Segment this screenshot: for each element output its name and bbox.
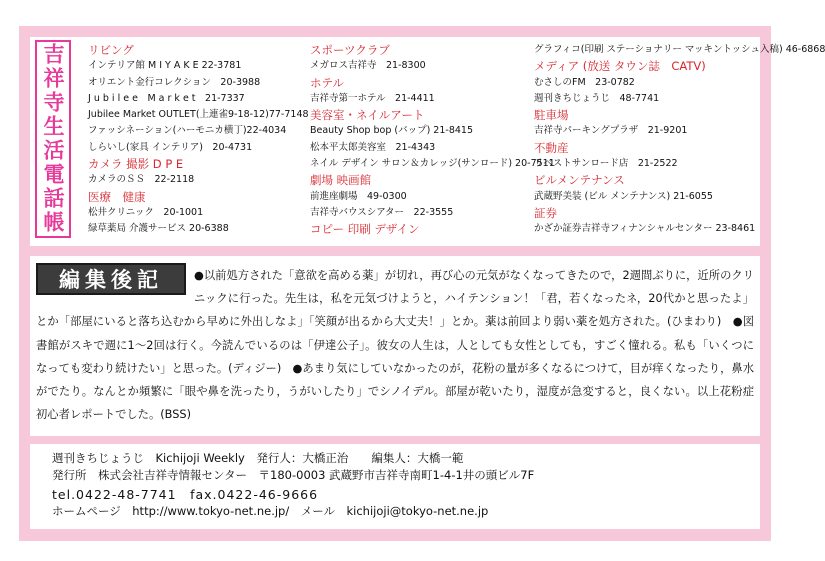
directory-entry: インテリア館 M I Y A K E 22-3781 (88, 60, 242, 72)
directory-entry: 吉祥寺第一ホテル 21-4411 (310, 92, 435, 104)
directory-title: 吉祥寺生活電話帳 (41, 43, 65, 235)
directory-title-box (35, 40, 71, 238)
directory-category: リビング (88, 43, 134, 57)
web-mail-line: ホームページ http://www.tokyo-net.ne.jp/ メール kichijoji@tokyo-net.ne.jp (52, 504, 489, 518)
directory-category: コピー 印刷 デザイン (310, 222, 420, 237)
directory-category: 駐車場 (534, 108, 569, 123)
directory-category: 美容室・ネイルアート (310, 108, 425, 123)
directory-entry: しらいし(家具 インテリア) 20-4731 (88, 141, 253, 153)
editor-notes-heading-box (36, 263, 186, 295)
directory-column-1 (88, 42, 309, 238)
directory-entry: J u b i l e e M a r k e t 21-7337 (88, 92, 245, 104)
directory-entry: メガロス吉祥寺 21-8300 (310, 60, 426, 72)
directory-entry: カメラのＳＳ 22-2118 (88, 174, 195, 186)
directory-entry: 緑草薬局 介護サービス 20-6388 (88, 223, 229, 235)
directory-column-3 (534, 42, 825, 238)
directory-category: ビルメンテナンス (534, 173, 625, 188)
directory-entry: ファッシネーション(ハーモニカ横丁)22-4034 (88, 125, 287, 137)
publisher-info-panel (30, 444, 760, 529)
directory-category: カメラ 撮影 D P E (88, 157, 184, 172)
editor-notes-body: ●以前処方された「意欲を高める薬」が切れ，再び心の元気がなくなってきたので，2週間ぶりに，近所のクリニックに行った。先生は，私を元気づけようと，ハイテンション！「君，若くなったネ，20代かと思ったよ」とか「部屋にいると落ち込むから早めに外出しなよ」「笑顔が出るから大丈夫！」とか。薬は前回より弱い薬を処方された。(ひまわり) ●図書館がスキで週に1～2回は行く。今読んでいるのは「伊達公子」。彼女の人生は，人としても女性としても，すごく憧れる。私も「いくつになっても変わり続けたい」と思った。(ディジー) ●あまり気にしていなかったのが，花粉の量が多くなるにつけて，目が痒くなったり，鼻水がでたり。なんとか頻繁に「眼や鼻を洗ったり，うがいしたり」でシノイデル。部屋が乾いたり，湿度が急変すると，良くない。以上花粉症初心者レポートでした。(BSS) (36, 269, 754, 422)
directory-entry: グラフィコ(印刷 ステーショナリー マッキントッシュ入稿) 46-6868 (534, 44, 825, 55)
directory-entry: ネイル デザイン サロン＆カレッジ(サンロード) 20-7511 (310, 158, 555, 170)
directory-entry: Beauty Shop bop (バップ) 21-8415 (310, 125, 474, 137)
directory-entry: 松本平太郎美容室 21-4343 (310, 141, 436, 153)
directory-category: 証券 (534, 205, 557, 220)
directory-entry: 前進座劇場 49-0300 (310, 190, 407, 202)
phone-fax-line: tel.0422-48-7741 fax.0422-46-9666 (52, 487, 319, 502)
directory-entry: リベストサンロード店 21-2522 (534, 158, 678, 170)
directory-category: 劇場 映画館 (310, 173, 372, 188)
publisher-line: 週刊きちじょうじ Kichijoji Weekly 発行人：大橋正治 編集人：大橋一範 (52, 451, 464, 465)
directory-category: 医療 健康 (88, 189, 146, 204)
directory-category: 不動産 (534, 140, 569, 155)
directory-entry: かざか証券吉祥寺フィナンシャルセンター 23-8461 (534, 223, 756, 235)
directory-category: スポーツクラブ (310, 43, 390, 57)
directory-entry: 吉祥寺パーキングプラザ 21-9201 (534, 125, 688, 137)
directory-entry: 武蔵野美装 (ビル メンテナンス) 21-6055 (534, 190, 713, 202)
editor-notes-heading: 編集後記 (59, 268, 163, 292)
editor-notes-panel (30, 256, 760, 436)
directory-entry: 週刊きちじょうじ 48-7741 (534, 92, 660, 104)
directory-entry: むさしのFM 23-0782 (534, 76, 635, 88)
directory-entry: 松井クリニック 20-1001 (88, 206, 204, 218)
directory-entry: 吉祥寺バウスシアター 22-3555 (310, 206, 454, 218)
directory-category: メディア (放送 タウン誌 CATV) (534, 59, 706, 74)
directory-category: ホテル (310, 75, 344, 90)
directory-entry: オリエント金行コレクション 20-3988 (88, 76, 261, 88)
address-line: 発行所 株式会社吉祥寺情報センター 〒180-0003 武蔵野市吉祥寺南町1-4-1井の頭ビル7F (52, 468, 535, 482)
phone-directory-panel (30, 37, 825, 246)
directory-entry: Jubilee Market OUTLET(上連雀9-18-12)77-7148 (88, 109, 309, 121)
